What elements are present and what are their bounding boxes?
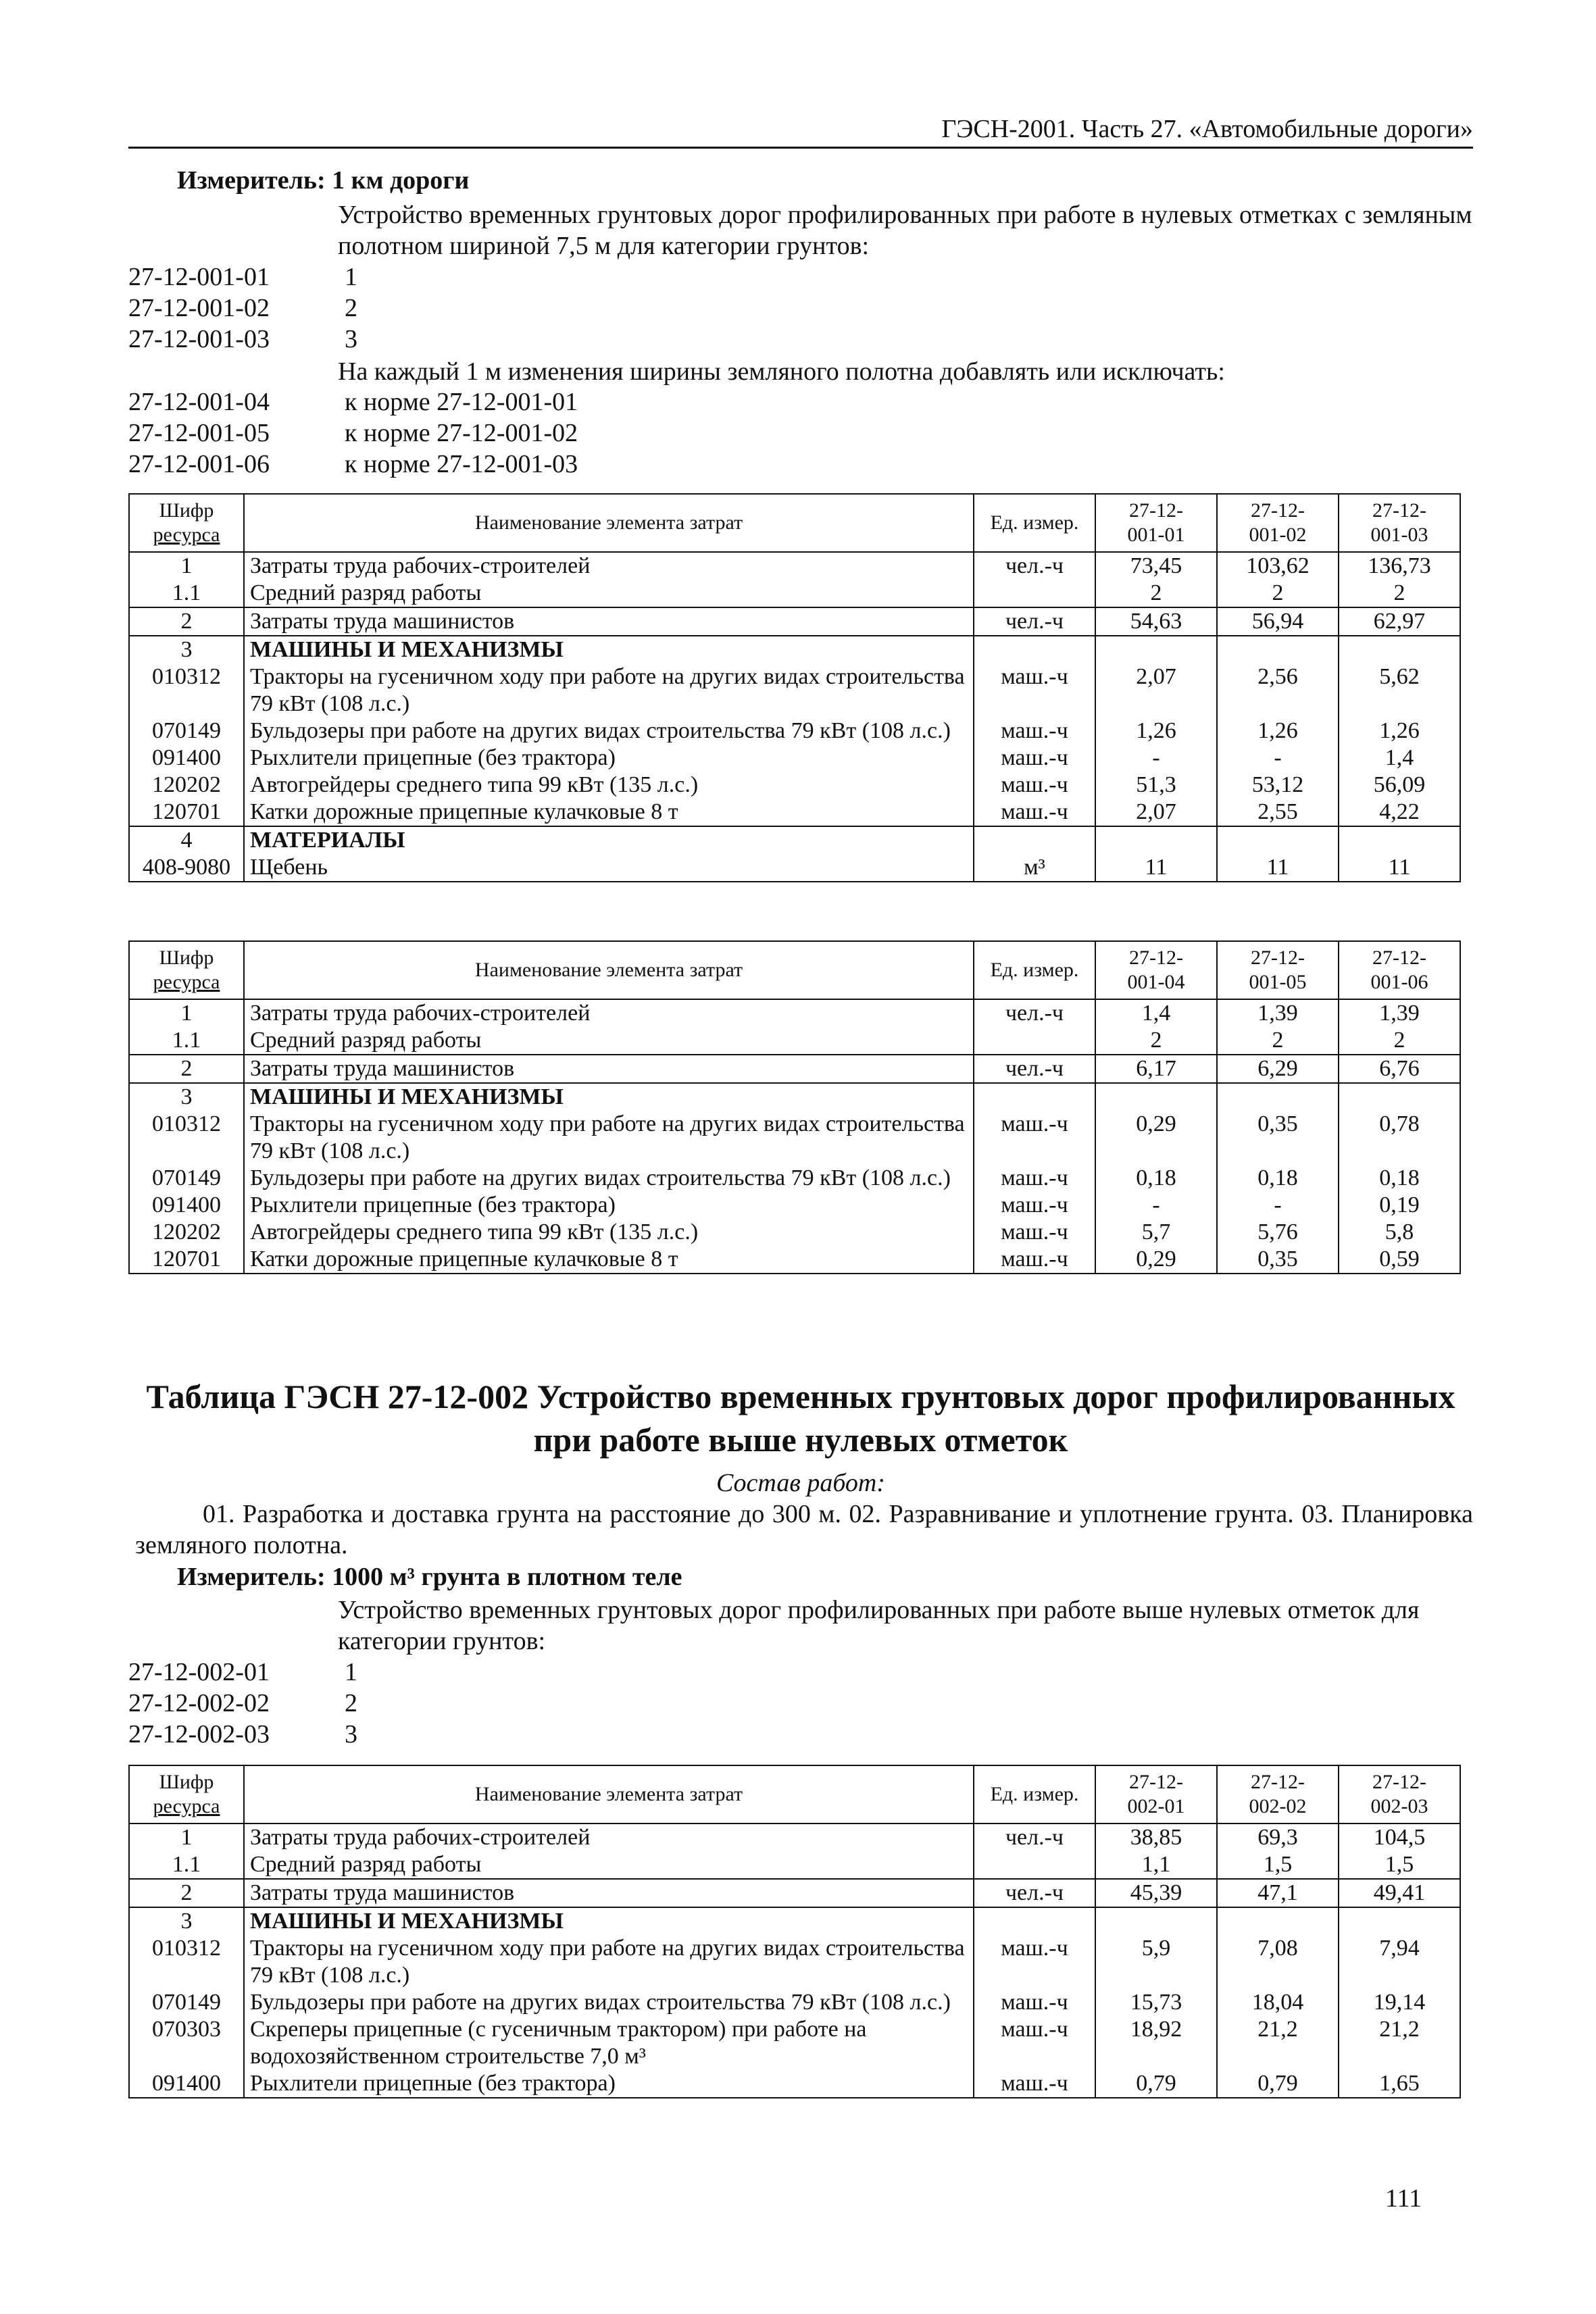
unit-cell: чел.-ч [974, 1879, 1095, 1907]
header-code-label: Шифр [159, 947, 214, 969]
norm-value-cell: - [1217, 745, 1339, 772]
unit-cell: маш.-ч [974, 2070, 1095, 2098]
norm-code: 27-12-001-06 [128, 450, 270, 478]
norm-value-cell: 2 [1095, 1027, 1217, 1055]
norm-row [128, 449, 578, 480]
unit-cell: маш.-ч [974, 1192, 1095, 1219]
norm-value-cell: 7,94 [1339, 1935, 1460, 1989]
cost-element-cell: Средний разряд работы [244, 580, 974, 607]
norm-value-cell: 104,5 [1339, 1823, 1460, 1851]
norm-value-cell: 0,78 [1339, 1111, 1460, 1165]
table-row [129, 772, 1460, 799]
norm-code: 27-12-002-02 [128, 1689, 270, 1717]
norm-value-cell: 0,18 [1095, 1165, 1217, 1192]
norm-value-cell: 0,59 [1339, 1246, 1460, 1274]
resource-code-cell: 1.1 [129, 580, 244, 607]
unit-cell: чел.-ч [974, 1055, 1095, 1083]
header-unit-cell: Ед. измер. [974, 494, 1095, 552]
norm-value-cell: 38,85 [1095, 1823, 1217, 1851]
norm-value-cell: 1,65 [1339, 2070, 1460, 2098]
norm-category: 2 [345, 294, 357, 322]
norm-value-cell: 2 [1217, 580, 1339, 607]
norm-list-1a [128, 261, 357, 355]
table-row [129, 1879, 1460, 1907]
norm-value-cell: 45,39 [1095, 1879, 1217, 1907]
norm-value-cell: 11 [1095, 854, 1217, 882]
norm-list-1b [128, 386, 578, 480]
norm-list-2 [128, 1657, 357, 1750]
table-row [129, 1219, 1460, 1246]
cost-element-cell: Скреперы прицепные (с гусеничным трактором) при работе на водохозяйственном строительстве 7,0 м³ [244, 2016, 974, 2070]
table-row [129, 1192, 1460, 1219]
norm-value-cell: 2 [1217, 1027, 1339, 1055]
norm-category: 1 [345, 1658, 357, 1686]
cost-element-cell: Тракторы на гусеничном ходу при работе на других видах строительства 79 кВт (108 л.с.) [244, 1935, 974, 1989]
resource-code-cell: 010312 [129, 663, 244, 718]
norm-category: 3 [345, 1720, 357, 1749]
unit-cell [974, 580, 1095, 607]
header-norm-cell [1095, 1765, 1217, 1823]
cost-element-cell: Бульдозеры при работе на других видах строительства 79 кВт (108 л.с.) [244, 1989, 974, 2016]
norm-value-cell: 11 [1217, 854, 1339, 882]
header-code-cell [129, 941, 244, 999]
cost-element-cell: МАШИНЫ И МЕХАНИЗМЫ [244, 1083, 974, 1111]
norm-row [128, 1688, 357, 1719]
table-row [129, 663, 1460, 718]
header-norm-line2: 002-02 [1249, 1795, 1307, 1817]
norm-value-cell [1339, 1907, 1460, 1935]
header-norm-line1: 27-12- [1129, 499, 1183, 522]
norm-value-cell [1339, 1083, 1460, 1111]
norm-value-cell: 18,92 [1095, 2016, 1217, 2070]
cost-element-cell: МАШИНЫ И МЕХАНИЗМЫ [244, 1907, 974, 1935]
resource-code-cell: 2 [129, 1055, 244, 1083]
header-norm-line1: 27-12- [1129, 947, 1183, 969]
description-2: Устройство временных грунтовых дорог профилированных при работе выше нулевых отметок для категории грунтов: [338, 1596, 1420, 1655]
table-row [129, 1165, 1460, 1192]
unit-cell: м³ [974, 854, 1095, 882]
header-unit-cell: Ед. измер. [974, 941, 1095, 999]
resource-code-cell: 3 [129, 1907, 244, 1935]
norm-value-cell: 56,94 [1217, 607, 1339, 636]
header-norm-line1: 27-12- [1251, 947, 1305, 969]
norm-row [128, 261, 357, 293]
cost-element-cell: Рыхлители прицепные (без трактора) [244, 2070, 974, 2098]
unit-cell: чел.-ч [974, 607, 1095, 636]
norm-value-cell: 5,8 [1339, 1219, 1460, 1246]
norm-row [128, 293, 357, 324]
resource-code-cell: 120701 [129, 1246, 244, 1274]
unit-cell: маш.-ч [974, 1246, 1095, 1274]
unit-cell: маш.-ч [974, 1989, 1095, 2016]
norm-value-cell: 62,97 [1339, 607, 1460, 636]
resource-code-cell: 1.1 [129, 1027, 244, 1055]
norm-value-cell: 0,19 [1339, 1192, 1460, 1219]
table-row [129, 2070, 1460, 2098]
cost-element-cell: Катки дорожные прицепные кулачковые 8 т [244, 799, 974, 826]
header-norm-line2: 001-04 [1127, 971, 1185, 993]
header-norm-cell [1217, 1765, 1339, 1823]
resource-code-cell: 091400 [129, 2070, 244, 2098]
table-row [129, 1823, 1460, 1851]
cost-element-cell: Бульдозеры при работе на других видах строительства 79 кВт (108 л.с.) [244, 718, 974, 745]
norm-category: 3 [345, 325, 357, 353]
norm-value-cell: 54,63 [1095, 607, 1217, 636]
norm-value-cell: 51,3 [1095, 772, 1217, 799]
table-row [129, 607, 1460, 636]
norm-value-cell: 11 [1339, 854, 1460, 882]
norm-value-cell: 1,26 [1217, 718, 1339, 745]
norm-value-cell: 2 [1339, 580, 1460, 607]
norm-value-cell: 5,76 [1217, 1219, 1339, 1246]
unit-cell [974, 1027, 1095, 1055]
resource-code-cell: 1 [129, 1823, 244, 1851]
table-row [129, 552, 1460, 580]
norm-code: 27-12-002-01 [128, 1658, 270, 1686]
norm-code: 27-12-001-01 [128, 263, 270, 291]
cost-element-cell: Щебень [244, 854, 974, 882]
norm-value-cell: 2,56 [1217, 663, 1339, 718]
norm-value-cell: 6,76 [1339, 1055, 1460, 1083]
unit-cell [974, 636, 1095, 663]
header-code-label-2: ресурса [153, 524, 220, 546]
table-row [129, 580, 1460, 607]
norm-value-cell: 1,26 [1095, 718, 1217, 745]
measure-title-1: Измеритель: 1 км дороги [177, 166, 470, 195]
table-row [129, 854, 1460, 882]
table-row [129, 1027, 1460, 1055]
table-row [129, 1935, 1460, 1989]
norm-value-cell: 15,73 [1095, 1989, 1217, 2016]
norm-value-cell: 56,09 [1339, 772, 1460, 799]
resource-code-cell: 120701 [129, 799, 244, 826]
norm-value-cell: 4,22 [1339, 799, 1460, 826]
cost-element-cell: МАТЕРИАЛЫ [244, 826, 974, 854]
norm-category: 2 [345, 1689, 357, 1717]
cost-element-cell: Затраты труда машинистов [244, 1055, 974, 1083]
resource-code-cell: 070149 [129, 718, 244, 745]
running-header: ГЭСН-2001. Часть 27. «Автомобильные дороги» [128, 111, 1473, 149]
table-row [129, 799, 1460, 826]
unit-cell: маш.-ч [974, 772, 1095, 799]
norm-value-cell: 0,18 [1217, 1165, 1339, 1192]
norm-row [128, 324, 357, 355]
norm-value-cell [1095, 826, 1217, 854]
norm-row [128, 418, 578, 449]
norm-value-cell: 69,3 [1217, 1823, 1339, 1851]
unit-cell: маш.-ч [974, 1165, 1095, 1192]
norm-value-cell [1217, 1907, 1339, 1935]
table-row [129, 1083, 1460, 1111]
cost-element-cell: Средний разряд работы [244, 1851, 974, 1879]
cost-element-cell: Тракторы на гусеничном ходу при работе на других видах строительства 79 кВт (108 л.с.) [244, 663, 974, 718]
cost-element-cell: Катки дорожные прицепные кулачковые 8 т [244, 1246, 974, 1274]
header-code-label: Шифр [159, 499, 214, 522]
header-name-cell: Наименование элемента затрат [244, 494, 974, 552]
norm-value-cell: 73,45 [1095, 552, 1217, 580]
norm-value-cell: 1,39 [1339, 999, 1460, 1027]
norm-value-cell [1095, 636, 1217, 663]
norm-value-cell [1217, 826, 1339, 854]
norm-value-cell: 0,79 [1217, 2070, 1339, 2098]
page-number: 111 [1385, 2184, 1422, 2213]
table-row [129, 1111, 1460, 1165]
resource-code-cell: 2 [129, 1879, 244, 1907]
resource-code-cell: 3 [129, 636, 244, 663]
cost-element-cell: Тракторы на гусеничном ходу при работе на других видах строительства 79 кВт (108 л.с.) [244, 1111, 974, 1165]
table-row [129, 999, 1460, 1027]
header-norm-cell [1095, 494, 1217, 552]
norm-value-cell: 1,4 [1339, 745, 1460, 772]
resource-code-cell: 091400 [129, 745, 244, 772]
unit-cell [974, 826, 1095, 854]
cost-element-cell: Затраты труда рабочих-строителей [244, 552, 974, 580]
resource-code-cell: 010312 [129, 1111, 244, 1165]
header-norm-cell [1339, 1765, 1460, 1823]
cost-element-cell: Средний разряд работы [244, 1027, 974, 1055]
norm-value-cell: 47,1 [1217, 1879, 1339, 1907]
header-norm-line2: 001-03 [1370, 524, 1428, 546]
table-row [129, 745, 1460, 772]
table-row [129, 1055, 1460, 1083]
unit-cell: маш.-ч [974, 799, 1095, 826]
norm-category: к норме 27-12-001-01 [345, 388, 578, 416]
norm-value-cell: 5,9 [1095, 1935, 1217, 1989]
norm-value-cell: 2,55 [1217, 799, 1339, 826]
norm-value-cell: 0,35 [1217, 1246, 1339, 1274]
norm-row [128, 386, 578, 418]
resource-table-001-a [128, 493, 1461, 882]
resource-code-cell: 010312 [129, 1935, 244, 1989]
table-row [129, 636, 1460, 663]
norm-row [128, 1657, 357, 1688]
cost-element-cell: Бульдозеры при работе на других видах строительства 79 кВт (108 л.с.) [244, 1165, 974, 1192]
header-norm-line1: 27-12- [1372, 1771, 1426, 1793]
norm-value-cell: 103,62 [1217, 552, 1339, 580]
header-norm-line2: 001-06 [1370, 971, 1428, 993]
norm-value-cell: 0,79 [1095, 2070, 1217, 2098]
unit-cell: маш.-ч [974, 663, 1095, 718]
header-norm-cell [1339, 941, 1460, 999]
header-norm-line1: 27-12- [1372, 499, 1426, 522]
table-header-row [129, 941, 1460, 999]
header-code-cell [129, 494, 244, 552]
unit-cell: маш.-ч [974, 718, 1095, 745]
resource-code-cell: 3 [129, 1083, 244, 1111]
cost-element-cell: Затраты труда рабочих-строителей [244, 1823, 974, 1851]
resource-code-cell: 070149 [129, 1989, 244, 2016]
norm-value-cell [1217, 1083, 1339, 1111]
header-name-cell: Наименование элемента затрат [244, 941, 974, 999]
unit-cell: чел.-ч [974, 1823, 1095, 1851]
norm-value-cell: - [1095, 1192, 1217, 1219]
norm-value-cell: 0,18 [1339, 1165, 1460, 1192]
resource-code-cell: 408-9080 [129, 854, 244, 882]
cost-element-cell: Автогрейдеры среднего типа 99 кВт (135 л.с.) [244, 1219, 974, 1246]
norm-code: 27-12-001-02 [128, 294, 270, 322]
works-composition-text: 01. Разработка и доставка грунта на расстояние до 300 м. 02. Разравнивание и уплотнение грунта. 03. Планировка земляного полотна. [135, 1500, 1473, 1559]
unit-cell: маш.-ч [974, 2016, 1095, 2070]
unit-cell: маш.-ч [974, 745, 1095, 772]
norm-value-cell [1095, 1083, 1217, 1111]
norm-value-cell: 6,29 [1217, 1055, 1339, 1083]
norm-value-cell: 18,04 [1217, 1989, 1339, 2016]
resource-code-cell: 1.1 [129, 1851, 244, 1879]
unit-cell [974, 1083, 1095, 1111]
table-header-row [129, 1765, 1460, 1823]
norm-code: 27-12-002-03 [128, 1720, 270, 1749]
norm-code: 27-12-001-05 [128, 419, 270, 447]
table-row [129, 1246, 1460, 1274]
norm-value-cell: 1,39 [1217, 999, 1339, 1027]
norm-value-cell: 7,08 [1217, 1935, 1339, 1989]
header-code-label: Шифр [159, 1771, 214, 1793]
header-norm-cell [1217, 494, 1339, 552]
resource-code-cell: 091400 [129, 1192, 244, 1219]
table-row [129, 1851, 1460, 1879]
table-row [129, 2016, 1460, 2070]
section-title-27-12-002: Таблица ГЭСН 27-12-002 Устройство временных грунтовых дорог профилированных при работе выше нулевых отметок [146, 1378, 1455, 1459]
resource-code-cell: 4 [129, 826, 244, 854]
norm-value-cell: - [1217, 1192, 1339, 1219]
cost-element-cell: Затраты труда машинистов [244, 1879, 974, 1907]
unit-cell: чел.-ч [974, 552, 1095, 580]
header-code-cell [129, 1765, 244, 1823]
norm-code: 27-12-001-03 [128, 325, 270, 353]
header-unit-cell: Ед. измер. [974, 1765, 1095, 1823]
resource-table-001-b [128, 940, 1461, 1274]
norm-value-cell: 5,7 [1095, 1219, 1217, 1246]
cost-element-cell: Затраты труда машинистов [244, 607, 974, 636]
norm-value-cell [1217, 636, 1339, 663]
norm-value-cell: 6,17 [1095, 1055, 1217, 1083]
norm-value-cell: 0,35 [1217, 1111, 1339, 1165]
norm-value-cell: 49,41 [1339, 1879, 1460, 1907]
unit-cell [974, 1907, 1095, 1935]
unit-cell: маш.-ч [974, 1219, 1095, 1246]
header-norm-line1: 27-12- [1129, 1771, 1183, 1793]
works-composition-label: Состав работ: [716, 1469, 886, 1497]
norm-row [128, 1719, 357, 1750]
cost-element-cell: Рыхлители прицепные (без трактора) [244, 1192, 974, 1219]
unit-cell: маш.-ч [974, 1935, 1095, 1989]
resource-code-cell: 120202 [129, 772, 244, 799]
norm-category: к норме 27-12-001-02 [345, 419, 578, 447]
table-row [129, 1907, 1460, 1935]
norm-value-cell [1339, 826, 1460, 854]
cost-element-cell: Затраты труда рабочих-строителей [244, 999, 974, 1027]
header-code-label-2: ресурса [153, 971, 220, 993]
header-norm-line2: 002-03 [1370, 1795, 1428, 1817]
norm-value-cell [1095, 1907, 1217, 1935]
norm-value-cell: 19,14 [1339, 1989, 1460, 2016]
header-norm-line1: 27-12- [1372, 947, 1426, 969]
header-norm-line2: 001-02 [1249, 524, 1307, 546]
norm-category: 1 [345, 263, 357, 291]
norm-value-cell: 21,2 [1217, 2016, 1339, 2070]
norm-value-cell: 53,12 [1217, 772, 1339, 799]
norm-value-cell: 21,2 [1339, 2016, 1460, 2070]
norm-value-cell: 2,07 [1095, 799, 1217, 826]
cost-element-cell: Рыхлители прицепные (без трактора) [244, 745, 974, 772]
resource-code-cell: 1 [129, 999, 244, 1027]
header-norm-line2: 001-05 [1249, 971, 1307, 993]
cost-element-cell: МАШИНЫ И МЕХАНИЗМЫ [244, 636, 974, 663]
unit-cell [974, 1851, 1095, 1879]
resource-code-cell: 2 [129, 607, 244, 636]
table-row [129, 1989, 1460, 2016]
header-norm-line1: 27-12- [1251, 499, 1305, 522]
norm-value-cell: 0,29 [1095, 1246, 1217, 1274]
header-norm-line2: 001-01 [1127, 524, 1185, 546]
description-1: Устройство временных грунтовых дорог профилированных при работе в нулевых отметках с земляным полотном шириной 7,5 м для категории грунтов: [338, 201, 1472, 260]
norm-value-cell: 1,5 [1217, 1851, 1339, 1879]
table-row [129, 826, 1460, 854]
norm-value-cell: 1,5 [1339, 1851, 1460, 1879]
unit-cell: маш.-ч [974, 1111, 1095, 1165]
header-norm-cell [1339, 494, 1460, 552]
header-norm-line2: 002-01 [1127, 1795, 1185, 1817]
norm-value-cell: 2 [1095, 580, 1217, 607]
norm-value-cell: - [1095, 745, 1217, 772]
norm-value-cell: 2 [1339, 1027, 1460, 1055]
header-name-cell: Наименование элемента затрат [244, 1765, 974, 1823]
width-change-note: На каждый 1 м изменения ширины земляного полотна добавлять или исключать: [338, 357, 1225, 386]
resource-code-cell: 120202 [129, 1219, 244, 1246]
norm-value-cell: 1,4 [1095, 999, 1217, 1027]
norm-value-cell [1339, 636, 1460, 663]
cost-element-cell: Автогрейдеры среднего типа 99 кВт (135 л.с.) [244, 772, 974, 799]
measure-title-2: Измеритель: 1000 м³ грунта в плотном теле [177, 1563, 682, 1591]
header-norm-line1: 27-12- [1251, 1771, 1305, 1793]
norm-value-cell: 136,73 [1339, 552, 1460, 580]
header-code-label-2: ресурса [153, 1795, 220, 1817]
norm-value-cell: 1,1 [1095, 1851, 1217, 1879]
header-norm-cell [1217, 941, 1339, 999]
norm-value-cell: 5,62 [1339, 663, 1460, 718]
norm-category: к норме 27-12-001-03 [345, 450, 578, 478]
resource-code-cell: 1 [129, 552, 244, 580]
unit-cell: чел.-ч [974, 999, 1095, 1027]
table-header-row [129, 494, 1460, 552]
norm-value-cell: 0,29 [1095, 1111, 1217, 1165]
table-row [129, 718, 1460, 745]
norm-code: 27-12-001-04 [128, 388, 270, 416]
resource-code-cell: 070149 [129, 1165, 244, 1192]
header-norm-cell [1095, 941, 1217, 999]
resource-table-002 [128, 1765, 1461, 2098]
norm-value-cell: 2,07 [1095, 663, 1217, 718]
norm-value-cell: 1,26 [1339, 718, 1460, 745]
resource-code-cell: 070303 [129, 2016, 244, 2070]
